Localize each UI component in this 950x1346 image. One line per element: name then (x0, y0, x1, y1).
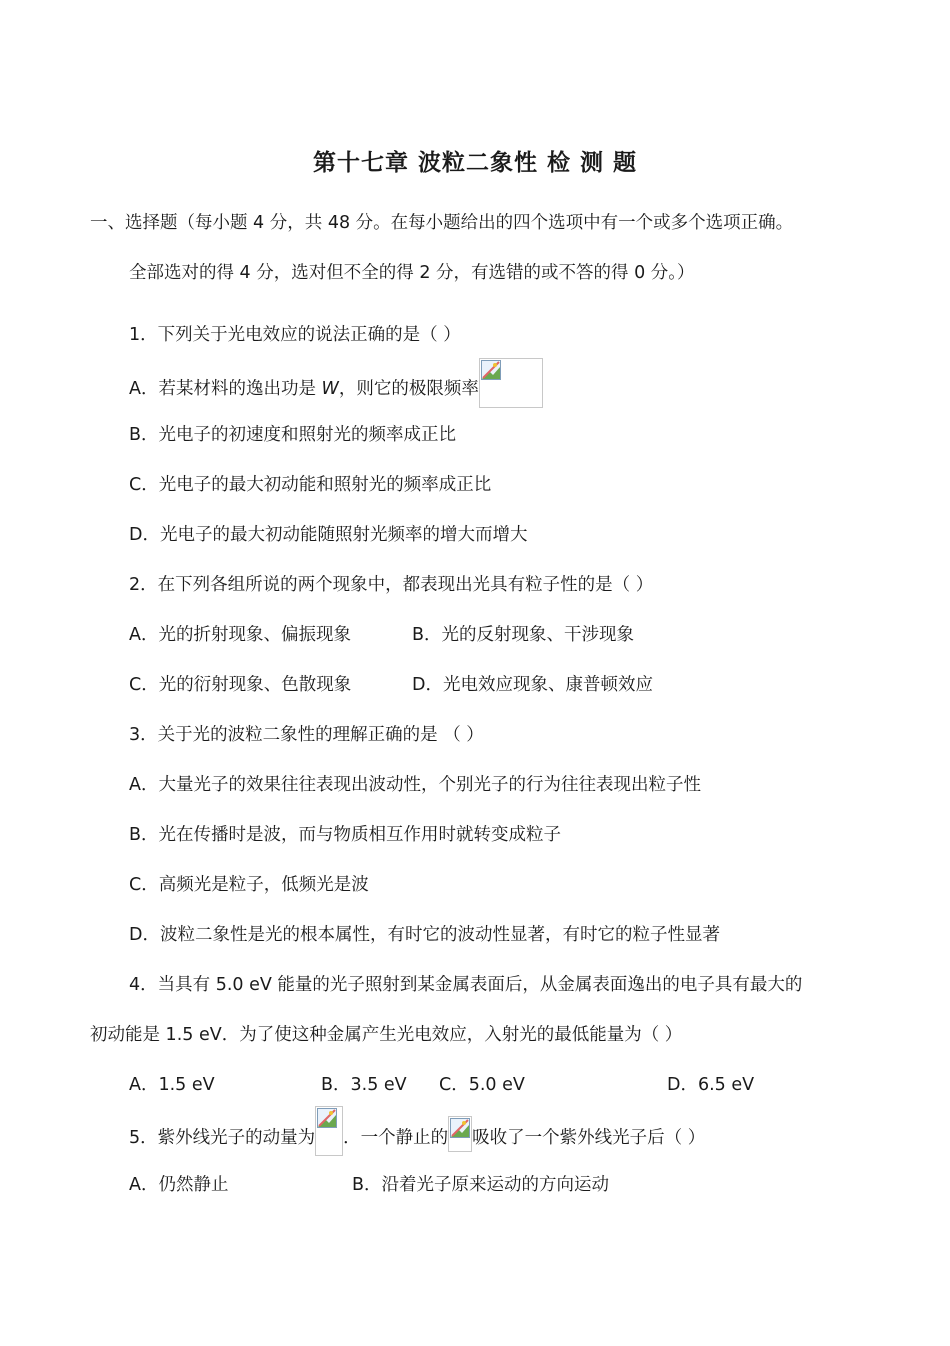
q4-option-c: C．5.0 eV (439, 1075, 525, 1095)
page-title: 第十七章 波粒二象性 检 测 题 (312, 150, 638, 176)
q3-option-b: B．光在传播时是波，而与物质相互作用时就转变成粒子 (129, 825, 562, 845)
q1-option-a-var: W (321, 379, 339, 399)
q3-stem: 3．关于光的波粒二象性的理解正确的是 （ ） (129, 725, 484, 745)
q2-option-b: B．光的反射现象、干涉现象 (412, 625, 635, 645)
formula-image-placeholder (479, 358, 543, 408)
formula-image-placeholder (448, 1116, 472, 1152)
q4-stem: 4．当具有 5.0 eV 能量的光子照射到某金属表面后，从金属表面逸出的电子具有最大的 (129, 975, 803, 995)
q2-option-c: C．光的衍射现象、色散现象 (129, 675, 352, 695)
section-heading: 一、选择题（每小题 4 分，共 48 分。在每小题给出的四个选项中有一个或多个选项正确。 (90, 213, 794, 233)
q4-stem-cont: 初动能是 1.5 eV．为了使这种金属产生光电效应，入射光的最低能量为（ ） (90, 1025, 683, 1045)
q5-option-b: B．沿着光子原来运动的方向运动 (352, 1175, 610, 1195)
q3-option-c: C．高频光是粒子，低频光是波 (129, 875, 369, 895)
q1-option-a-pre: A．若某材料的逸出功是 (129, 379, 322, 399)
q3-option-a: A．大量光子的效果往往表现出波动性，个别光子的行为往往表现出粒子性 (129, 775, 701, 795)
section-heading-cont: 全部选对的得 4 分，选对但不全的得 2 分，有选错的或不答的得 0 分。） (129, 263, 695, 283)
q4-option-a: A．1.5 eV (129, 1075, 215, 1095)
q5-stem-mid: ．一个静止的 (343, 1128, 449, 1148)
q4-option-b: B．3.5 eV (321, 1075, 407, 1095)
broken-image-icon (450, 1118, 470, 1138)
q5-stem-pre: 5．紫外线光子的动量为 (129, 1128, 316, 1148)
q3-option-d: D．波粒二象性是光的根本属性，有时它的波动性显著，有时它的粒子性显著 (129, 925, 720, 945)
q5-stem (129, 1120, 705, 1156)
q1-option-d: D．光电子的最大初动能随照射光频率的增大而增大 (129, 525, 528, 545)
q1-option-b: B．光电子的初速度和照射光的频率成正比 (129, 425, 457, 445)
q1-stem: 1．下列关于光电效应的说法正确的是（ ） (129, 325, 461, 345)
broken-image-icon (317, 1108, 337, 1128)
q1-option-a-post: ，则它的极限频率 (338, 379, 479, 399)
q5-stem-post: 吸收了一个紫外线光子后（ ） (472, 1128, 706, 1148)
q1-option-c: C．光电子的最大初动能和照射光的频率成正比 (129, 475, 492, 495)
q1-option-a (129, 370, 543, 408)
q2-option-a: A．光的折射现象、偏振现象 (129, 625, 351, 645)
q2-stem: 2．在下列各组所说的两个现象中，都表现出光具有粒子性的是（ ） (129, 575, 654, 595)
formula-image-placeholder (315, 1106, 343, 1156)
broken-image-icon (481, 360, 501, 380)
q4-option-d: D．6.5 eV (667, 1075, 755, 1095)
q5-option-a: A．仍然静止 (129, 1175, 229, 1195)
q2-option-d: D．光电效应现象、康普顿效应 (412, 675, 653, 695)
